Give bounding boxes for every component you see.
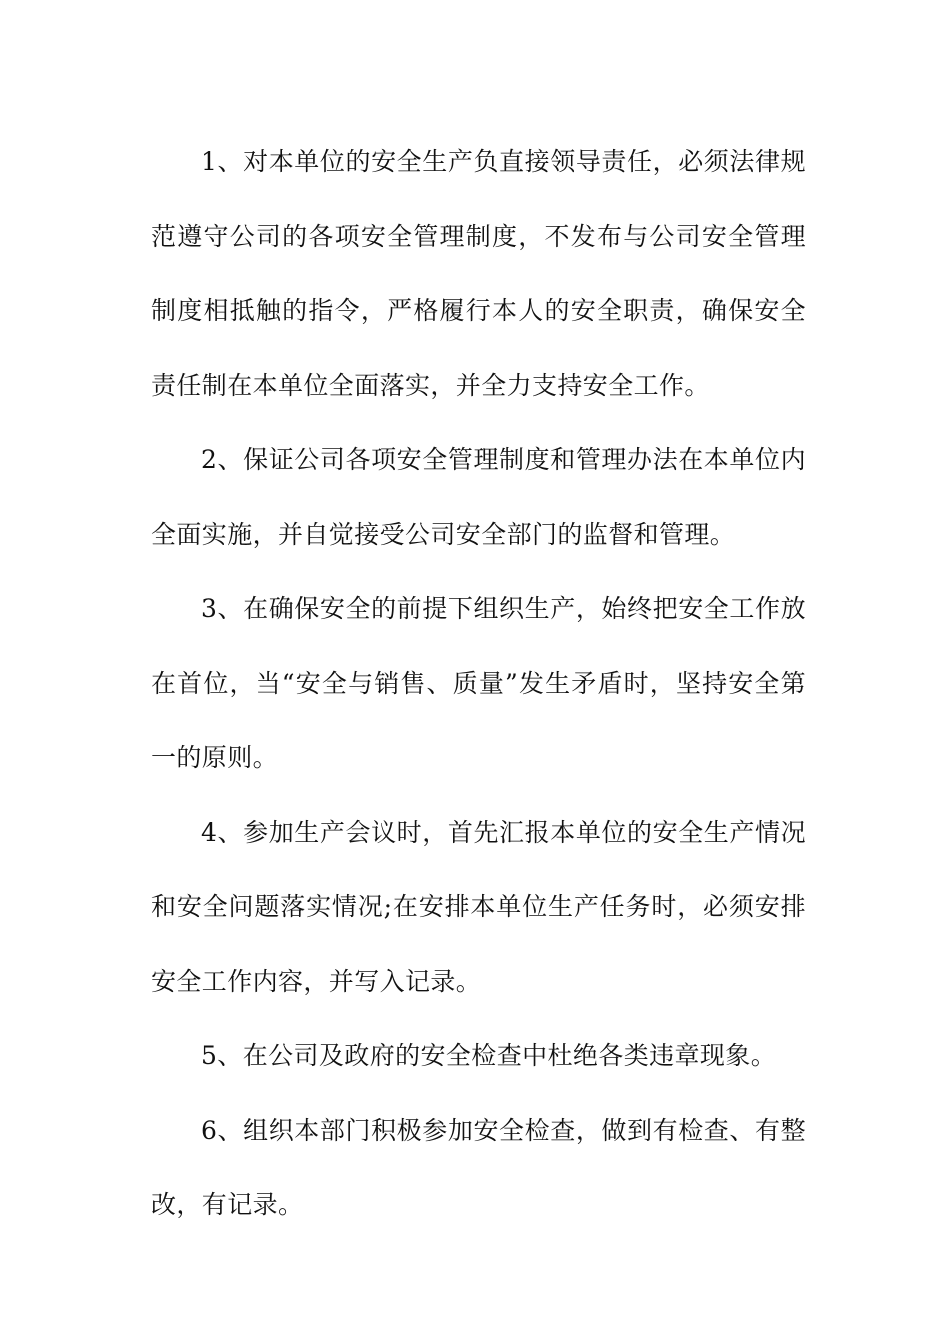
paragraph-1: 1、对本单位的安全生产负直接领导责任，必须法律规范遵守公司的各项安全管理制度，不发布与公司安全管理制度相抵触的指令，严格履行本人的安全职责，确保安全责任制在本单位全面落实，并全力支持安全工作。 (151, 147, 806, 400)
paragraph-5: 5、在公司及政府的安全检查中杜绝各类违章现象。 (201, 1041, 777, 1070)
paragraph-4: 4、参加生产会议时，首先汇报本单位的安全生产情况和安全问题落实情况;在安排本单位生产任务时，必须安排安全工作内容，并写入记录。 (151, 817, 806, 996)
paragraph-6: 6、组织本部门积极参加安全检查，做到有检查、有整改，有记录。 (151, 1115, 806, 1219)
paragraph-3: 3、在确保安全的前提下组织生产，始终把安全工作放在首位，当“安全与销售、质量”发生矛盾时，坚持安全第一的原则。 (151, 594, 806, 772)
paragraph-2: 2、保证公司各项安全管理制度和管理办法在本单位内全面实施，并自觉接受公司安全部门的监督和管理。 (151, 445, 806, 549)
document-body (151, 125, 806, 1243)
